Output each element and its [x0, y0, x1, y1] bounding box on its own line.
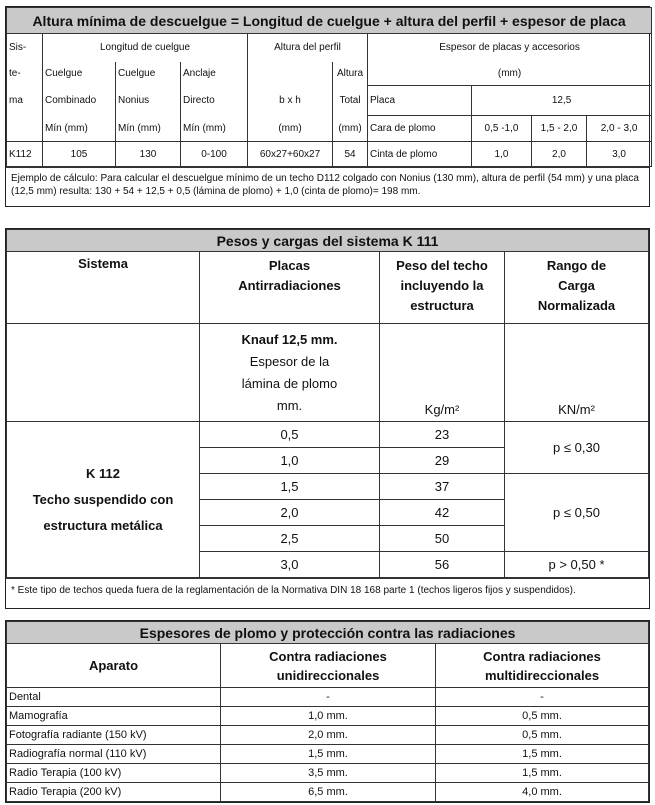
table-title: Espesores de plomo y protección contra las radiaciones — [7, 622, 649, 644]
table-espesores-plomo — [5, 620, 650, 803]
header-placas-line: Antirradiaciones — [238, 278, 341, 293]
cell-rango: p > 0,50 * — [505, 552, 649, 578]
system-line: Techo suspendido con — [32, 491, 174, 507]
header-sistema-3: ma — [7, 86, 43, 116]
header-rango-line: Carga — [558, 278, 595, 293]
knauf-label: Knauf 12,5 mm. — [241, 331, 338, 347]
header-directo: Directo — [181, 86, 248, 116]
cell-directo: 0-100 — [181, 142, 248, 167]
cell-aparato: Fotografía radiante (150 kV) — [7, 726, 221, 745]
system-line: K 112 — [86, 465, 120, 481]
table-row — [7, 745, 649, 764]
table-row — [7, 142, 652, 167]
header-unidireccionales — [221, 644, 436, 688]
header-altura-total: Altura — [333, 62, 368, 86]
cell-uni: 6,5 mm. — [221, 783, 436, 802]
header-placas-line: Placas — [268, 258, 311, 273]
header-rango-line: Rango de — [546, 258, 607, 273]
header-sistema: Sistema — [7, 252, 200, 324]
header-uni-line: unidireccionales — [276, 667, 380, 683]
header-cuelgue-combinado: Cuelgue — [43, 62, 116, 86]
header-longitud: Longitud de cuelgue — [43, 34, 248, 62]
cell-peso: 56 — [380, 552, 505, 578]
cell-multi: 0,5 mm. — [436, 726, 649, 745]
cell-multi: 1,5 mm. — [436, 745, 649, 764]
placa-label: Placa — [368, 86, 472, 116]
espesor-line: mm. — [276, 397, 303, 413]
table-pesos-cargas — [5, 228, 650, 609]
table-row — [7, 422, 649, 448]
header-nonius: Nonius — [116, 86, 181, 116]
table-descuelgue — [5, 6, 650, 207]
header-min-combinado: Mín (mm) — [43, 116, 116, 142]
cell-sistema: K112 — [7, 142, 43, 167]
placa-value: 12,5 — [472, 86, 652, 116]
cell-total: 54 — [333, 142, 368, 167]
table-row — [7, 764, 649, 783]
footnote: * Este tipo de techos queda fuera de la reglamentación de la Normativa DIN 18 168 parte 1 (techos ligeros fijos y suspendidos). — [6, 578, 649, 608]
cell-multi: 4,0 mm. — [436, 783, 649, 802]
cell-peso: 42 — [380, 500, 505, 526]
header-peso-line: estructura — [410, 298, 474, 313]
cell-uni: 2,0 mm. — [221, 726, 436, 745]
header-combinado: Combinado — [43, 86, 116, 116]
header-min-directo: Mín (mm) — [181, 116, 248, 142]
cell-aparato: Mamografía — [7, 707, 221, 726]
cell-uni: 1,5 mm. — [221, 745, 436, 764]
header-total: Total — [333, 86, 368, 116]
table-title: Altura mínima de descuelgue = Longitud de cuelgue + altura del perfil + espesor de placa — [7, 8, 652, 34]
header-rango — [505, 252, 649, 324]
cell-combinado: 105 — [43, 142, 116, 167]
cell-peso: 29 — [380, 448, 505, 474]
cara-label: Cara de plomo — [368, 116, 472, 142]
cell-placa: 2,0 — [200, 500, 380, 526]
header-total-mm: (mm) — [333, 116, 368, 142]
cell-peso: 23 — [380, 422, 505, 448]
unit-kg: Kg/m² — [380, 324, 505, 422]
cell-placa: 3,0 — [200, 552, 380, 578]
espesor-line: Espesor de la — [249, 353, 330, 369]
cell-placa: 0,5 — [200, 422, 380, 448]
table-row — [7, 726, 649, 745]
cell-placa: 1,5 — [200, 474, 380, 500]
header-peso-line: incluyendo la — [400, 278, 484, 293]
cell-aparato: Dental — [7, 688, 221, 707]
cell-aparato: Radio Terapia (200 kV) — [7, 783, 221, 802]
header-multidireccionales — [436, 644, 649, 688]
cell-multi: - — [436, 688, 649, 707]
table-title: Pesos y cargas del sistema K 111 — [7, 230, 649, 252]
cell-peso: 50 — [380, 526, 505, 552]
system-cell — [7, 422, 200, 578]
cell-uni: 3,5 mm. — [221, 764, 436, 783]
header-mm: (mm) — [368, 62, 652, 86]
table-row — [7, 783, 649, 802]
header-peso-line: Peso del techo — [396, 258, 488, 273]
cell-multi: 1,5 mm. — [436, 764, 649, 783]
cara-value: 1,5 - 2,0 — [532, 116, 587, 142]
cell-uni: - — [221, 688, 436, 707]
header-aparato: Aparato — [7, 644, 221, 688]
cinta-value: 2,0 — [532, 142, 587, 167]
cell-rango: p ≤ 0,50 — [505, 474, 649, 552]
header-altura-perfil: Altura del perfil — [248, 34, 368, 62]
espesor-line: lámina de plomo — [241, 375, 338, 391]
header-bxh-mm: (mm) — [248, 116, 333, 142]
cinta-value: 1,0 — [472, 142, 532, 167]
header-bxh: b x h — [248, 86, 333, 116]
cara-value: 0,5 -1,0 — [472, 116, 532, 142]
header-min-nonius: Mín (mm) — [116, 116, 181, 142]
header-placas — [200, 252, 380, 324]
cell-placa: 1,0 — [200, 448, 380, 474]
header-cuelgue-nonius: Cuelgue — [116, 62, 181, 86]
cell-aparato: Radio Terapia (100 kV) — [7, 764, 221, 783]
cell-uni: 1,0 mm. — [221, 707, 436, 726]
cara-value: 2,0 - 3,0 — [587, 116, 652, 142]
header-rango-line: Normalizada — [537, 298, 616, 313]
system-line: estructura metálica — [43, 517, 163, 533]
cell-bxh: 60x27+60x27 — [248, 142, 333, 167]
header-sistema-2: te- — [7, 62, 43, 86]
header-multi-line: multidireccionales — [484, 667, 600, 683]
cell-nonius: 130 — [116, 142, 181, 167]
cell-multi: 0,5 mm. — [436, 707, 649, 726]
unit-kn: KN/m² — [505, 324, 649, 422]
cell-rango: p ≤ 0,30 — [505, 422, 649, 474]
table-row — [7, 707, 649, 726]
sub-header-placas — [200, 324, 380, 422]
header-multi-line: Contra radiaciones — [483, 648, 601, 664]
calculation-note: Ejemplo de cálculo: Para calcular el descuelgue mínimo de un techo D112 colgado con Nonius (130 mm), altura de perfil (54 mm) y una placa (12,5 mm) resulta: 130 + 54 + 12,5 + 0,5 (lámina de plomo) + 1,0 (cinta de plomo)= 198 mm. — [6, 167, 649, 206]
header-uni-line: Contra radiaciones — [269, 648, 387, 664]
cell-aparato: Radiografía normal (110 kV) — [7, 745, 221, 764]
cinta-value: 3,0 — [587, 142, 652, 167]
header-anclaje: Anclaje — [181, 62, 248, 86]
cell-placa: 2,5 — [200, 526, 380, 552]
table-row — [7, 688, 649, 707]
cinta-label: Cinta de plomo — [368, 142, 472, 167]
header-peso — [380, 252, 505, 324]
header-espesor: Espesor de placas y accesorios — [368, 34, 652, 62]
header-sistema: Sis- — [7, 34, 43, 62]
cell-peso: 37 — [380, 474, 505, 500]
